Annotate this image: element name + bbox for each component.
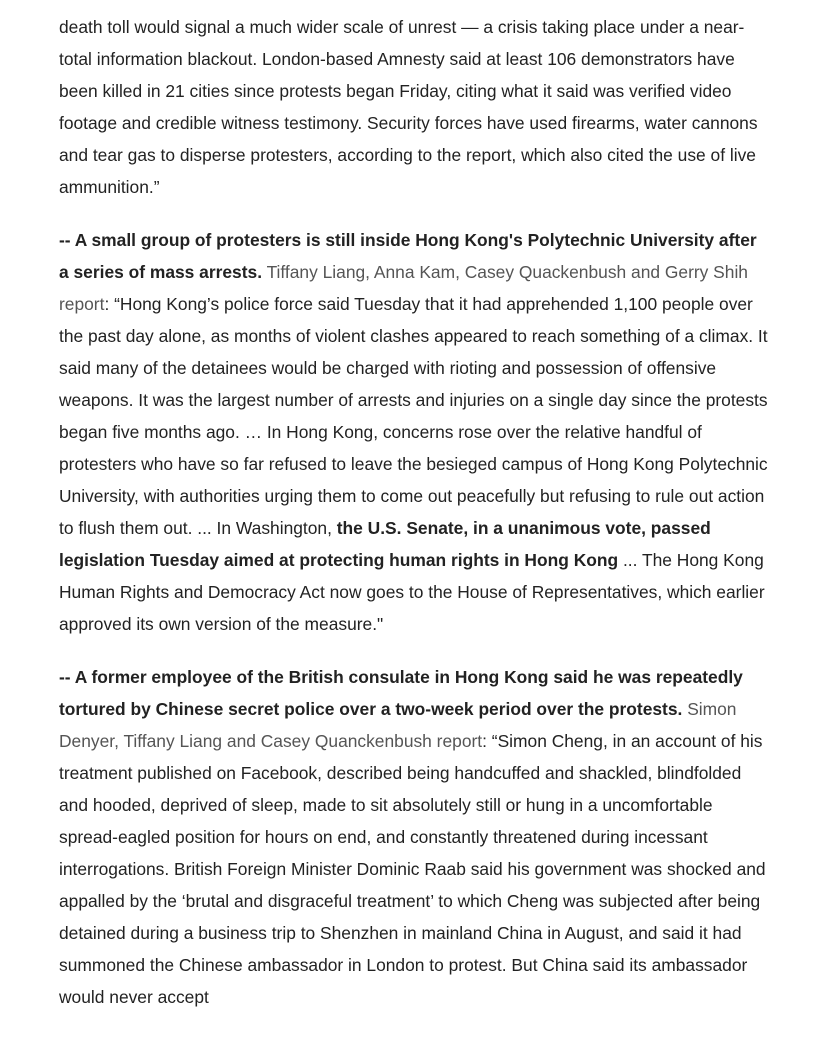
author-byline: Simon Denyer, Tiffany Liang and Casey Quanckenbush report [59,699,737,751]
paragraph-text: : “Simon Cheng, in an account of his treatment published on Facebook, described being handcuffed and shackled, blindfolded and hooded, deprived of sleep, made to sit absolutely still or hung in a uncomfortable spread-eagled position for hours on end, and constantly threatened during incessant interrogations. British Foreign Minister Dominic Raab said his government was shocked and appalled by the ‘brutal and disgraceful treatment’ to which Cheng was subjected after being detained during a business trip to Shenzhen in mainland China in August, and said it had summoned the Chinese ambassador in London to protest. But China said its ambassador would never accept [59,731,766,1007]
paragraph-text: : “Hong Kong’s police force said Tuesday that it had apprehended 1,100 people over the past day alone, as months of violent clashes appeared to reach something of a climax. It said many of the detainees would be charged with rioting and possession of offensive weapons. It was the largest number of arrests and injuries on a single day since the protests began five months ago. … In Hong Kong, concerns rose over the relative handful of protesters who have so far refused to leave the besieged campus of Hong Kong Polytechnic University, with authorities urging them to come out peacefully but refusing to rule out action to flush them out. ... In Washington, [59,294,768,538]
highlighted-text: the U.S. Senate, in a unanimous vote, passed legislation Tuesday aimed at protecting human rights in Hong Kong [59,518,711,570]
article-body [59,11,771,1013]
paragraph-british-consulate [59,661,771,1013]
section-headline: -- A small group of protesters is still inside Hong Kong's Polytechnic University after a series of mass arrests. [59,230,757,282]
paragraph-text: ... The Hong Kong Human Rights and Democracy Act now goes to the House of Representatives, which earlier approved its own version of the measure." [59,550,765,634]
paragraph-text: death toll would signal a much wider scale of unrest — a crisis taking place under a near-total information blackout. London-based Amnesty said at least 106 demonstrators have been killed in 21 cities since protests began Friday, citing what it said was verified video footage and credible witness testimony. Security forces have used firearms, water cannons and tear gas to disperse protesters, according to the report, which also cited the use of live ammunition.” [59,17,758,197]
paragraph-amnesty [59,11,771,203]
paragraph-polytechnic-university [59,224,771,640]
author-byline: Tiffany Liang, Anna Kam, Casey Quackenbush and Gerry Shih report [59,262,748,314]
section-headline: -- A former employee of the British consulate in Hong Kong said he was repeatedly tortured by Chinese secret police over a two-week period over the protests. [59,667,743,719]
